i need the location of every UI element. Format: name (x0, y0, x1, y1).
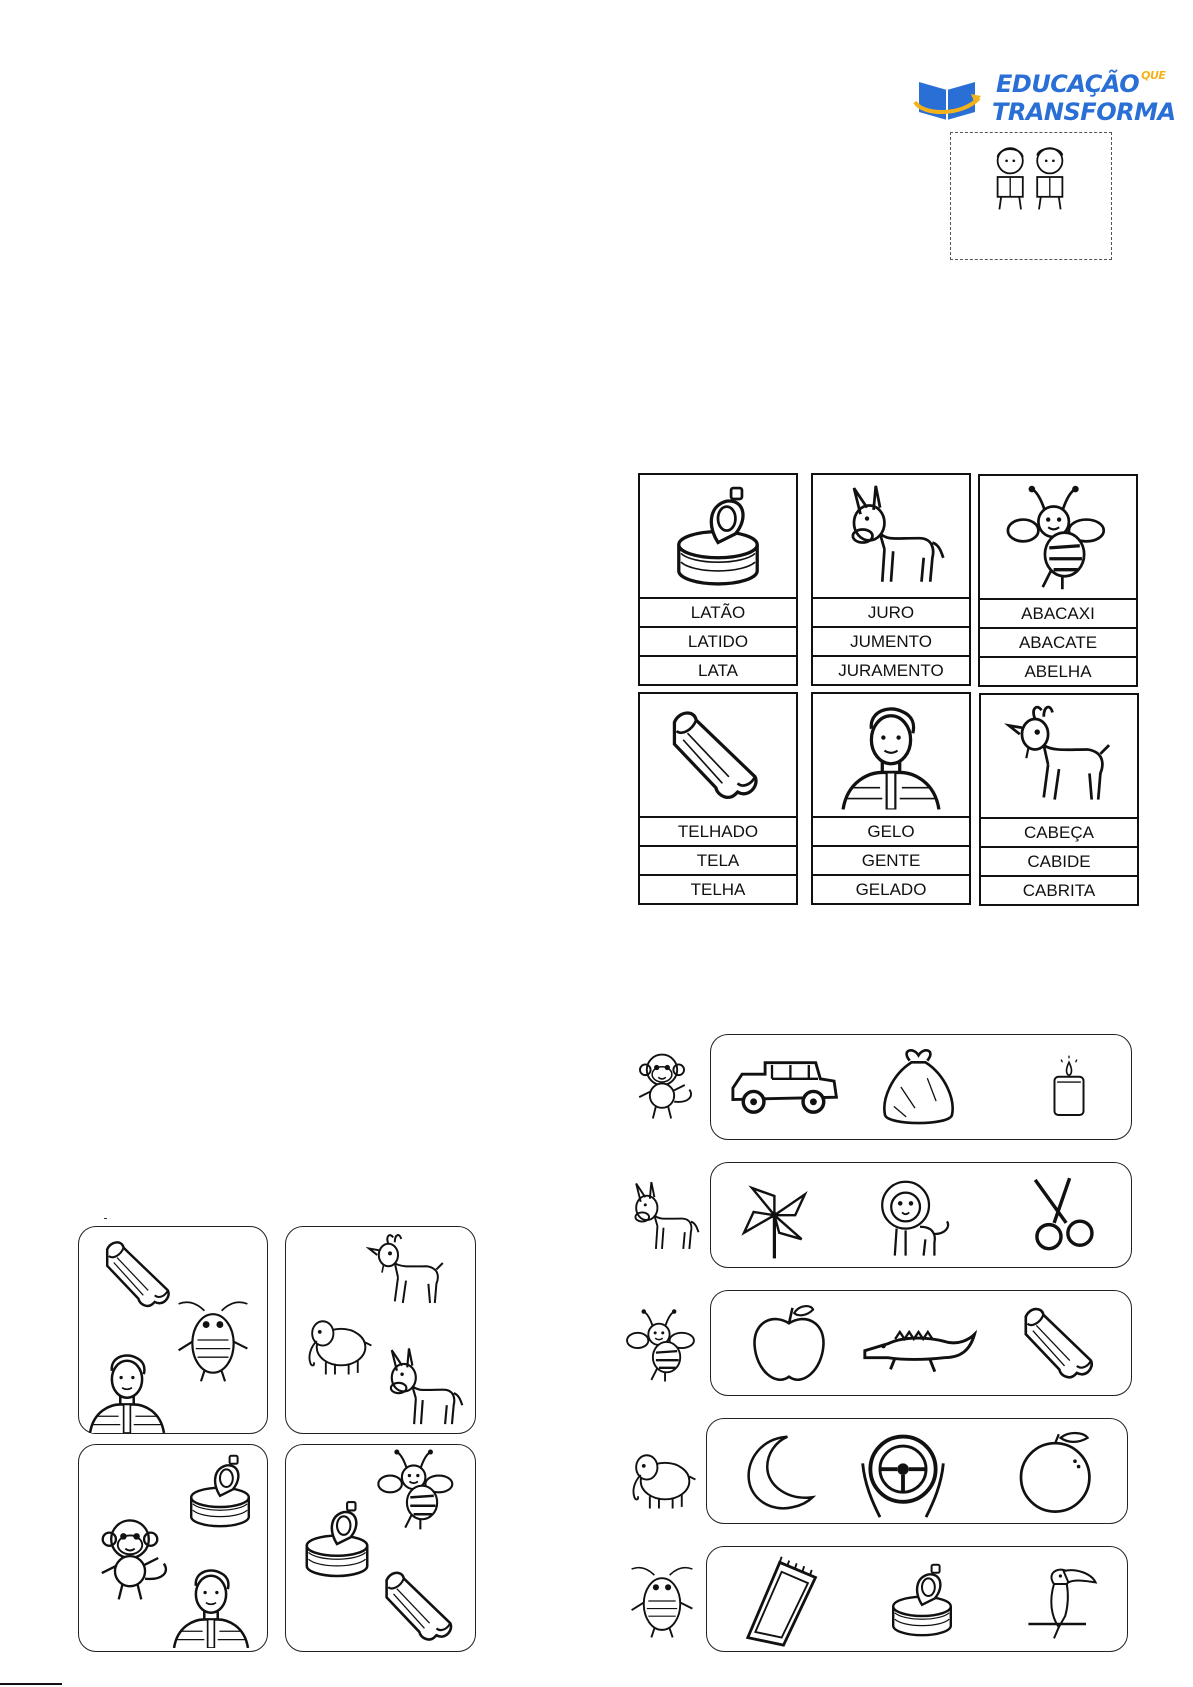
logo-line1: EDUCAÇÃO QUE (996, 69, 1166, 98)
picture-row (710, 1034, 1132, 1140)
word-option[interactable]: GENTE (813, 847, 969, 876)
boy-icon (169, 1563, 253, 1649)
boy-icon (813, 694, 969, 818)
word-card-donkey (811, 473, 971, 686)
word-option[interactable]: ABACATE (980, 629, 1136, 658)
moon-icon[interactable] (737, 1429, 821, 1515)
word-option[interactable]: TELHADO (640, 818, 796, 847)
word-card-can (638, 473, 798, 686)
can-icon (640, 475, 796, 599)
toucan-icon[interactable] (1022, 1553, 1102, 1647)
word-option[interactable]: GELO (813, 818, 969, 847)
picture-grid-cell[interactable] (78, 1444, 268, 1652)
elephant-icon (294, 1303, 382, 1379)
donkey-icon (374, 1345, 468, 1431)
word-option[interactable]: TELHA (690, 880, 746, 899)
picture-row (710, 1162, 1132, 1268)
word-option[interactable]: GELADO (855, 880, 927, 899)
logo-line2: TRANSFORMA (992, 98, 1176, 126)
page-mark (104, 1218, 107, 1219)
book-icon (913, 72, 983, 124)
word-option[interactable]: JURAMENTO (838, 661, 944, 680)
alligator-icon[interactable] (856, 1311, 981, 1381)
apple-icon[interactable] (746, 1299, 832, 1389)
donkey-icon (813, 475, 969, 599)
cockroach-icon (169, 1297, 257, 1383)
word-option[interactable]: JUMENTO (813, 628, 969, 657)
monkey-icon (624, 1040, 700, 1130)
word-option[interactable]: CABEÇA (981, 819, 1137, 848)
logo-que: QUE (1141, 69, 1166, 82)
orange-icon[interactable] (1012, 1427, 1102, 1517)
word-option[interactable]: LATA (698, 661, 738, 680)
boy-icon (85, 1349, 169, 1433)
can-icon[interactable] (882, 1555, 962, 1645)
word-card-roof-tile (638, 692, 798, 905)
goat-icon (981, 695, 1137, 819)
word-option[interactable]: ABELHA (1024, 662, 1092, 681)
word-card-boy (811, 692, 971, 905)
word-card-goat (979, 693, 1139, 906)
trash-bag-icon[interactable] (871, 1043, 966, 1131)
scissors-icon[interactable] (1016, 1173, 1106, 1259)
can-icon (179, 1451, 261, 1531)
picture-row (706, 1418, 1128, 1524)
picture-grid-cell[interactable] (285, 1226, 476, 1434)
pinwheel-icon[interactable] (736, 1173, 816, 1267)
picture-grid-cell[interactable] (285, 1444, 476, 1652)
student-name-box[interactable] (950, 132, 1112, 260)
goat-icon (364, 1231, 448, 1311)
picture-row (710, 1290, 1132, 1396)
bee-icon (374, 1447, 460, 1531)
bee-icon (980, 476, 1136, 600)
picture-row (706, 1546, 1128, 1652)
donkey-icon (624, 1172, 700, 1262)
educacao-que-transforma-logo (913, 69, 1176, 130)
bee-icon (624, 1300, 700, 1390)
monkey-icon (83, 1511, 177, 1605)
word-option[interactable]: ABACAXI (980, 600, 1136, 629)
can-icon (294, 1497, 380, 1581)
word-option[interactable]: CABIDE (981, 848, 1137, 877)
word-card-bee (978, 474, 1138, 687)
elephant-icon (624, 1430, 700, 1520)
word-option[interactable]: CABRITA (1022, 881, 1096, 900)
picture-grid-cell[interactable] (78, 1226, 268, 1434)
word-option[interactable]: JURO (813, 599, 969, 628)
word-option[interactable]: TELA (640, 847, 796, 876)
lion-icon[interactable] (861, 1171, 961, 1261)
candle-icon[interactable] (1036, 1040, 1102, 1132)
cockroach-icon (624, 1556, 700, 1646)
rug-icon[interactable] (727, 1553, 825, 1647)
word-option[interactable]: LATÃO (640, 599, 796, 628)
roof-tile-icon[interactable] (1016, 1299, 1106, 1387)
roof-tile-icon (640, 694, 796, 818)
roof-tile-icon (376, 1563, 466, 1649)
jeep-icon[interactable] (726, 1053, 841, 1123)
reading-kids-icon (985, 141, 1075, 213)
word-option[interactable]: LATIDO (640, 628, 796, 657)
footer-rule (0, 1683, 62, 1685)
steering-wheel-icon[interactable] (847, 1425, 959, 1521)
